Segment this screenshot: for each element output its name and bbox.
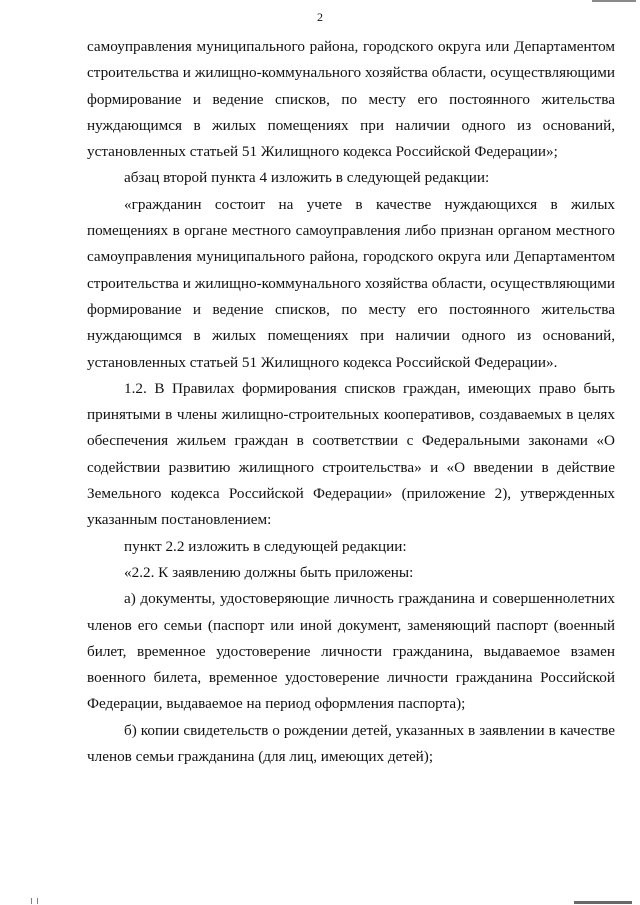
- paragraph-section-1-2: 1.2. В Правилах формирования списков граждан, имеющих право быть принятыми в члены жилищно-строительных кооперативов, создаваемых в целях обеспечения жильем граждан в соответствии с Федеральными законами «О содействии развитию жилищного строительства» и «О введении в действие Земельного кодекса Российской Федерации» (приложение 2), утвержденных указанным постановлением:: [87, 379, 615, 529]
- paragraph-clause-2-2: «2.2. К заявлению должны быть приложены:: [124, 563, 414, 581]
- paragraph-clause-instruction: пункт 2.2 изложить в следующей редакции:: [124, 537, 407, 555]
- scan-artifact-top: [592, 0, 636, 2]
- page-number: 2: [317, 10, 323, 24]
- document-body: [87, 34, 615, 770]
- paragraph-item-b: б) копии свидетельств о рождении детей, указанных в заявлении в качестве членов семьи гражданина (для лиц, имеющих детей);: [87, 721, 615, 766]
- paragraph-amendment-instruction: абзац второй пункта 4 изложить в следующей редакции:: [124, 169, 490, 187]
- scan-artifact-bottom-right: [574, 901, 632, 904]
- paragraph-continuation: самоуправления муниципального района, городского округа или Департаментом строительства и жилищно-коммунального хозяйства области, осуществляющими формирование и ведение списков, по месту его постоянного жительства нуждающимся в жилых помещениях при наличии одного из оснований, установленных статьей 51 Жилищного кодекса Российской Федерации»;: [87, 38, 615, 161]
- paragraph-item-a: а) документы, удостоверяющие личность гражданина и совершеннолетних членов его семьи (паспорт или иной документ, заменяющий паспорт (военный билет, временное удостоверение личности гражданина, выдаваемое взамен военного билета, временное удостоверение личности гражданина Российской Федерации, выдаваемое на период оформления паспорта);: [87, 590, 615, 713]
- scan-artifact-bottom-left: [31, 898, 32, 904]
- scan-artifact-bottom-left-2: [37, 898, 38, 904]
- paragraph-quoted-amendment: «гражданин состоит на учете в качестве нуждающихся в жилых помещениях в органе местного самоуправления либо признан органом местного самоуправления муниципального района, городского округа или Департаментом строительства и жилищно-коммунального хозяйства области, осуществляющими формирование и ведение списков, по месту его постоянного жительства нуждающимся в жилых помещениях при наличии одного из оснований, установленных статьей 51 Жилищного кодекса Российской Федерации».: [87, 195, 615, 371]
